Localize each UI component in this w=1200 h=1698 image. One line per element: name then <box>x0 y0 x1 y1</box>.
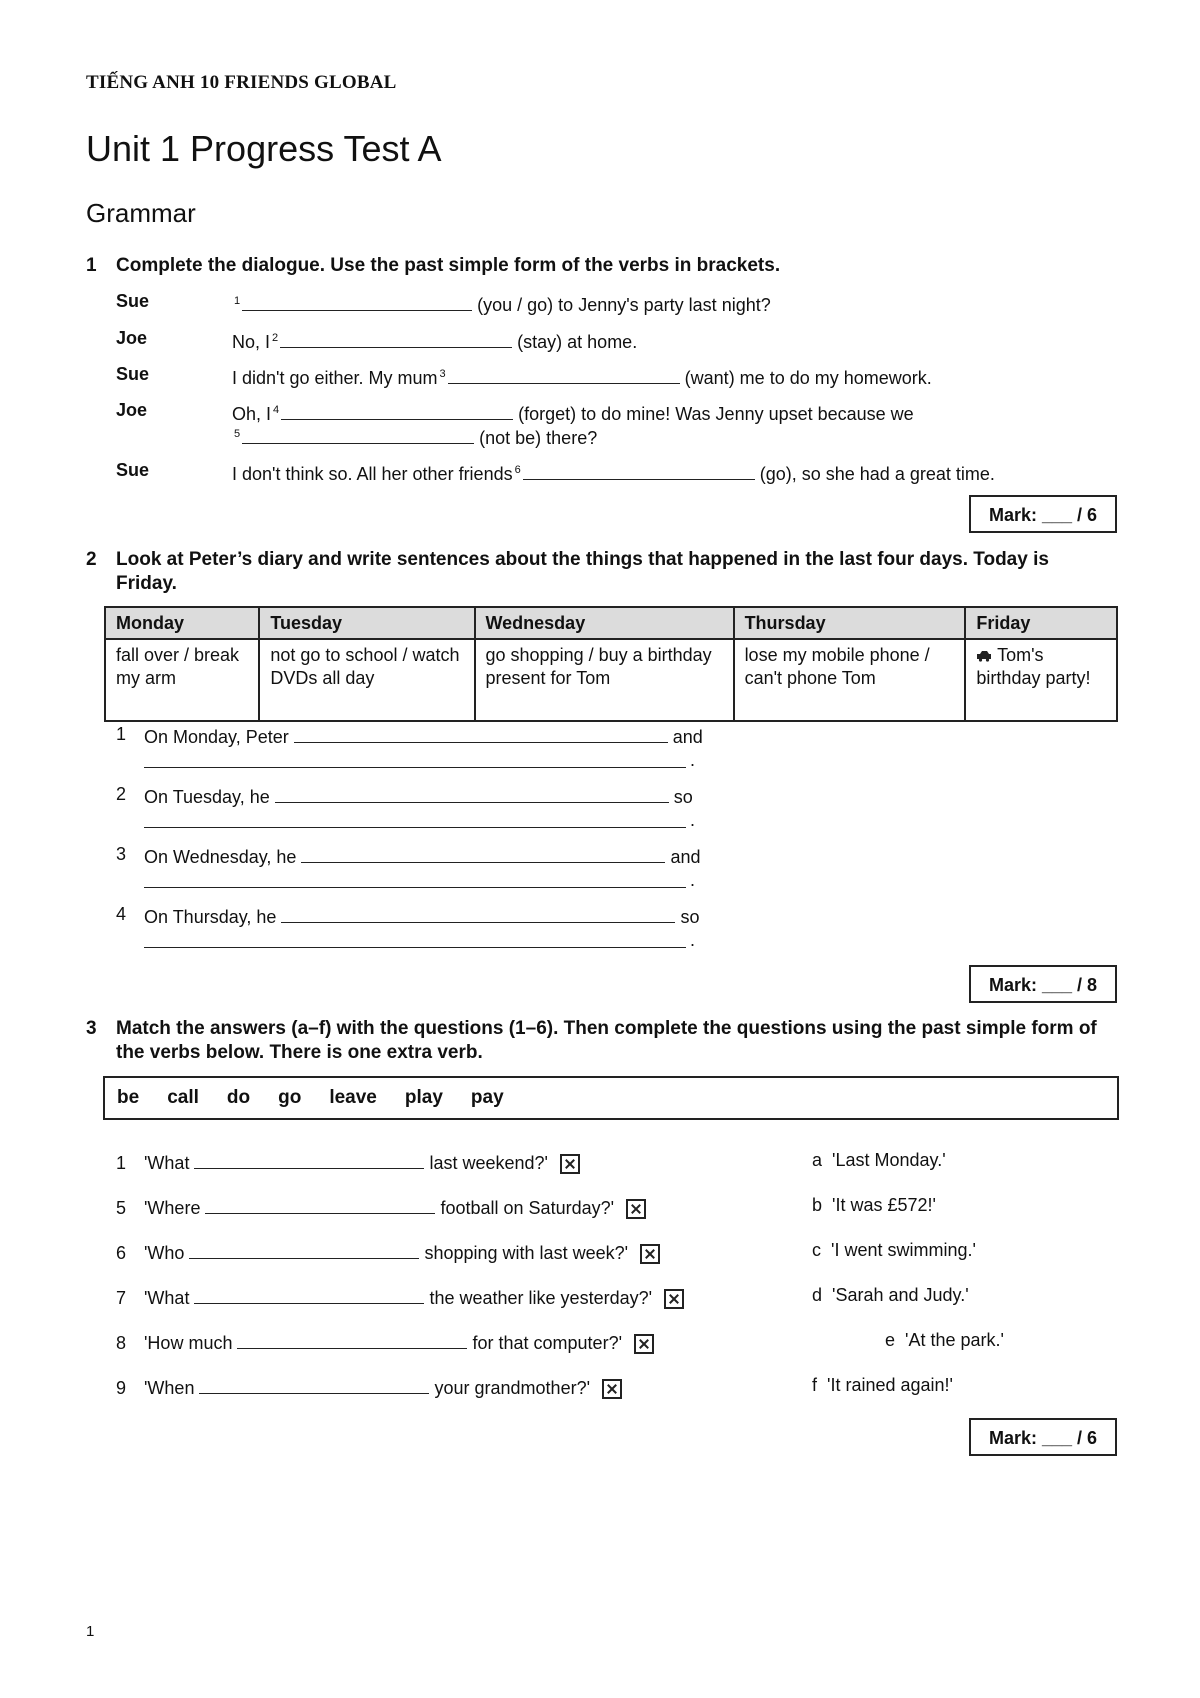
answer-text: 'Last Monday.' <box>832 1150 946 1170</box>
answer-blank[interactable] <box>275 784 669 803</box>
answer-blank[interactable] <box>205 1195 435 1214</box>
sentence-end: so <box>673 787 693 807</box>
answer-letter: d <box>812 1285 823 1305</box>
section-title: Grammar <box>86 198 196 228</box>
verb-box <box>103 1076 1119 1120</box>
question-end: last weekend?' <box>429 1153 548 1173</box>
answer-checkbox[interactable] <box>626 1199 646 1219</box>
sentence-start: On Thursday, he <box>144 907 277 927</box>
course-header: TIẾNG ANH 10 FRIENDS GLOBAL <box>86 72 397 93</box>
answer-line[interactable] <box>144 767 686 768</box>
match-answer <box>812 1195 936 1216</box>
answer-letter: c <box>812 1240 821 1260</box>
question-start: 'Where <box>144 1198 201 1218</box>
item-number: 3 <box>116 844 127 864</box>
answer-blank[interactable] <box>194 1285 424 1304</box>
diary-entry: lose my mobile phone / can't phone Tom <box>734 639 966 721</box>
line-text: (not be) there? <box>479 428 598 448</box>
item-number: 1 <box>116 1153 127 1173</box>
question-instruction: Match the answers (a–f) with the questions (1–6). Then complete the questions using the past simple form of the verbs below. There is one extra verb. <box>116 1018 1097 1063</box>
match-answer <box>812 1240 976 1261</box>
line-text: I don't think so. All her other friends <box>232 464 513 484</box>
line-text: (go), so she had a great time. <box>759 464 995 484</box>
verb: go <box>278 1087 302 1108</box>
diary-entry: fall over / break my arm <box>105 639 259 721</box>
item-number: 5 <box>116 1198 127 1218</box>
speaker: Sue <box>116 291 150 311</box>
gap-number: 1 <box>234 295 241 307</box>
item-number: 9 <box>116 1378 127 1398</box>
verb: do <box>226 1087 251 1108</box>
answer-checkbox[interactable] <box>664 1289 684 1309</box>
question-start: 'When <box>144 1378 195 1398</box>
speaker: Sue <box>116 364 150 384</box>
diary-day-header: Wednesday <box>475 607 734 639</box>
question-number: 1 <box>86 255 97 276</box>
item-number: 2 <box>116 784 127 804</box>
item-number: 7 <box>116 1288 127 1308</box>
item-number: 8 <box>116 1333 127 1353</box>
question-end: the weather like yesterday?' <box>429 1288 653 1308</box>
speaker: Joe <box>116 328 148 348</box>
verb: be <box>117 1087 140 1108</box>
answer-text: 'It rained again!' <box>827 1375 953 1395</box>
question-number: 2 <box>86 549 97 570</box>
diary-entry: go shopping / buy a birthday present for Tom <box>475 639 734 721</box>
sentence-start: On Wednesday, he <box>144 847 297 867</box>
diary-day-header: Monday <box>105 607 259 639</box>
question-instruction: Look at Peter’s diary and write sentences about the things that happened in the last four days. Today is Friday. <box>116 549 1049 594</box>
period: . <box>690 810 696 830</box>
period: . <box>690 750 696 770</box>
diary-day-header: Thursday <box>734 607 966 639</box>
car-icon <box>976 645 997 665</box>
line-text: (stay) at home. <box>517 332 638 352</box>
question-number: 3 <box>86 1018 97 1039</box>
match-question <box>116 1240 660 1264</box>
page-number: 1 <box>86 1623 95 1640</box>
answer-blank[interactable] <box>189 1240 419 1259</box>
period: . <box>690 930 696 950</box>
gap-number: 4 <box>273 404 280 416</box>
answer-letter: e <box>885 1330 896 1350</box>
diary-entry: not go to school / watch DVDs all day <box>259 639 474 721</box>
answer-blank[interactable] <box>448 365 680 384</box>
period: . <box>690 870 696 890</box>
speaker: Sue <box>116 460 150 480</box>
diary-day-header: Friday <box>965 607 1117 639</box>
line-text: (want) me to do my homework. <box>684 368 932 388</box>
answer-blank[interactable] <box>294 724 668 743</box>
gap-number: 5 <box>234 428 241 440</box>
answer-letter: f <box>812 1375 818 1395</box>
diary-table <box>104 606 1118 722</box>
line-text: Oh, I <box>232 404 272 424</box>
answer-blank[interactable] <box>523 461 755 480</box>
answer-checkbox[interactable] <box>640 1244 660 1264</box>
match-answer <box>812 1375 953 1396</box>
mark-box: Mark: ___ / 8 <box>969 965 1117 1003</box>
answer-letter: b <box>812 1195 823 1215</box>
match-question <box>116 1195 646 1219</box>
sentence-start: On Tuesday, he <box>144 787 270 807</box>
question-end: for that computer?' <box>472 1333 623 1353</box>
answer-text: 'Sarah and Judy.' <box>832 1285 969 1305</box>
question-end: your grandmother?' <box>434 1378 591 1398</box>
item-number: 1 <box>116 724 127 744</box>
answer-blank[interactable] <box>194 1150 424 1169</box>
answer-blank[interactable] <box>281 904 675 923</box>
answer-blank[interactable] <box>242 425 474 444</box>
answer-checkbox[interactable] <box>602 1379 622 1399</box>
answer-blank[interactable] <box>242 292 472 311</box>
question-start: 'What <box>144 1288 190 1308</box>
answer-line[interactable] <box>144 827 686 828</box>
verb: play <box>404 1087 443 1108</box>
match-answer <box>812 1150 946 1171</box>
match-question <box>116 1150 580 1174</box>
diary-entry-friday <box>965 639 1117 721</box>
diary-day-header: Tuesday <box>259 607 474 639</box>
sentence-start: On Monday, Peter <box>144 727 289 747</box>
match-answer <box>885 1330 1004 1351</box>
item-number: 6 <box>116 1243 127 1263</box>
answer-checkbox[interactable] <box>634 1334 654 1354</box>
mark-box: Mark: ___ / 6 <box>969 1418 1117 1456</box>
match-question <box>116 1330 654 1354</box>
answer-text: 'At the park.' <box>905 1330 1004 1350</box>
answer-blank[interactable] <box>237 1330 467 1349</box>
line-text: (you / go) to Jenny's party last night? <box>477 295 771 315</box>
sentence-end: and <box>670 847 701 867</box>
match-question <box>116 1375 622 1399</box>
gap-number: 2 <box>272 332 279 344</box>
answer-line[interactable] <box>144 947 686 948</box>
question-start: 'What <box>144 1153 190 1173</box>
question-instruction: Complete the dialogue. Use the past simple form of the verbs in brackets. <box>116 255 781 276</box>
verb: leave <box>329 1087 377 1108</box>
answer-letter: a <box>812 1150 823 1170</box>
gap-number: 6 <box>514 464 521 476</box>
answer-checkbox[interactable] <box>560 1154 580 1174</box>
line-text: (forget) to do mine! Was Jenny upset because we <box>518 404 914 424</box>
question-end: shopping with last week?' <box>424 1243 629 1263</box>
verb: pay <box>470 1087 504 1108</box>
speaker: Joe <box>116 400 148 420</box>
page-title: Unit 1 Progress Test A <box>86 128 442 169</box>
sentence-end: so <box>680 907 700 927</box>
question-start: 'How much <box>144 1333 233 1353</box>
line-text: No, I <box>232 332 271 352</box>
answer-blank[interactable] <box>281 401 513 420</box>
mark-box: Mark: ___ / 6 <box>969 495 1117 533</box>
answer-text: 'I went swimming.' <box>831 1240 976 1260</box>
verb: call <box>167 1087 199 1108</box>
question-end: football on Saturday?' <box>440 1198 615 1218</box>
answer-text: 'It was £572!' <box>832 1195 936 1215</box>
line-text: I didn't go either. My mum <box>232 368 438 388</box>
answer-blank[interactable] <box>280 329 512 348</box>
answer-line[interactable] <box>144 887 686 888</box>
sentence-end: and <box>672 727 703 747</box>
question-start: 'Who <box>144 1243 185 1263</box>
diary-entry-text: Tom's birthday party! <box>976 645 1091 688</box>
match-question <box>116 1285 684 1309</box>
gap-number: 3 <box>439 368 446 380</box>
answer-blank[interactable] <box>301 844 665 863</box>
match-answer <box>812 1285 969 1306</box>
answer-blank[interactable] <box>199 1375 429 1394</box>
item-number: 4 <box>116 904 127 924</box>
